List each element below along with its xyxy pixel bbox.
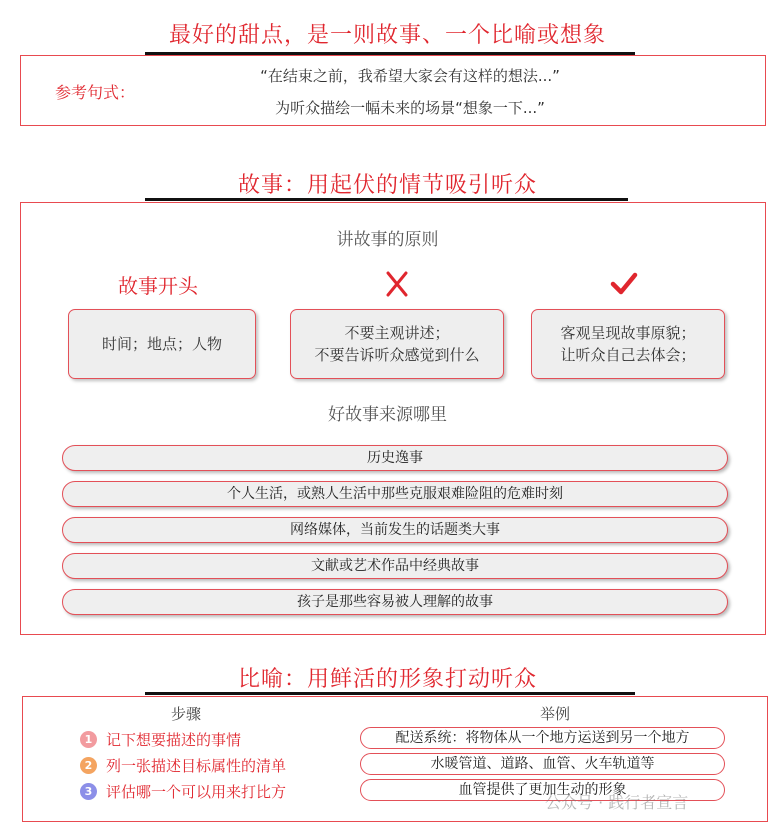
check-icon <box>610 272 638 296</box>
principle-text: 客观呈现故事原貌； <box>560 324 696 342</box>
principle-box-opening <box>68 309 256 379</box>
example-item: 血管提供了更加生动的形象 <box>360 779 725 801</box>
step-number-badge: 3 <box>80 783 97 800</box>
step-item <box>80 754 286 776</box>
sources-heading: 好故事来源哪里 <box>328 405 447 425</box>
principle-box-dont <box>290 309 504 379</box>
story-opening-label: 故事开头 <box>118 274 198 298</box>
principle-text: 时间；地点；人物 <box>101 335 222 353</box>
principle-text: 不要告诉听众感觉到什么 <box>314 346 480 364</box>
principles-heading: 讲故事的原则 <box>336 230 439 250</box>
principle-text: 不要主观讲述； <box>344 324 450 342</box>
quote-line-1: “在结束之前，我希望大家会有这样的想法...” <box>260 67 560 85</box>
cross-icon <box>385 270 409 298</box>
step-item <box>80 780 286 802</box>
example-item: 水暖管道、道路、血管、火车轨道等 <box>360 753 725 775</box>
example-item: 配送系统：将物体从一个地方运送到另一个地方 <box>360 727 725 749</box>
source-item: 孩子是那些容易被人理解的故事 <box>62 589 728 615</box>
step-text: 记下想要描述的事情 <box>106 730 242 749</box>
step-text: 评估哪一个可以用来打比方 <box>106 782 287 801</box>
title-underline <box>145 198 628 201</box>
step-item <box>80 728 241 750</box>
title-underline <box>145 692 635 695</box>
watermark: 公众号 · 践行者宣言 <box>545 793 689 812</box>
section3-title: 比喻：用鲜活的形象打动听众 <box>237 667 537 692</box>
source-item: 网络媒体，当前发生的话题类大事 <box>62 517 728 543</box>
examples-header: 举例 <box>540 705 571 723</box>
reference-label: 参考句式： <box>55 83 136 102</box>
source-item: 历史逸事 <box>62 445 728 471</box>
step-text: 列一张描述目标属性的清单 <box>106 756 287 775</box>
source-item: 个人生活，或熟人生活中那些克服艰难险阻的危难时刻 <box>62 481 728 507</box>
principle-text: 让听众自己去体会； <box>560 346 696 364</box>
section2-title: 故事：用起伏的情节吸引听众 <box>237 173 537 198</box>
quote-line-2: 为听众描绘一幅未来的场景“想象一下...” <box>275 99 545 117</box>
principle-box-do <box>531 309 725 379</box>
section1-title: 最好的甜点，是一则故事、一个比喻或想象 <box>168 23 606 48</box>
source-item: 文献或艺术作品中经典故事 <box>62 553 728 579</box>
step-number-badge: 2 <box>80 757 97 774</box>
steps-header: 步骤 <box>171 705 202 723</box>
step-number-badge: 1 <box>80 731 97 748</box>
